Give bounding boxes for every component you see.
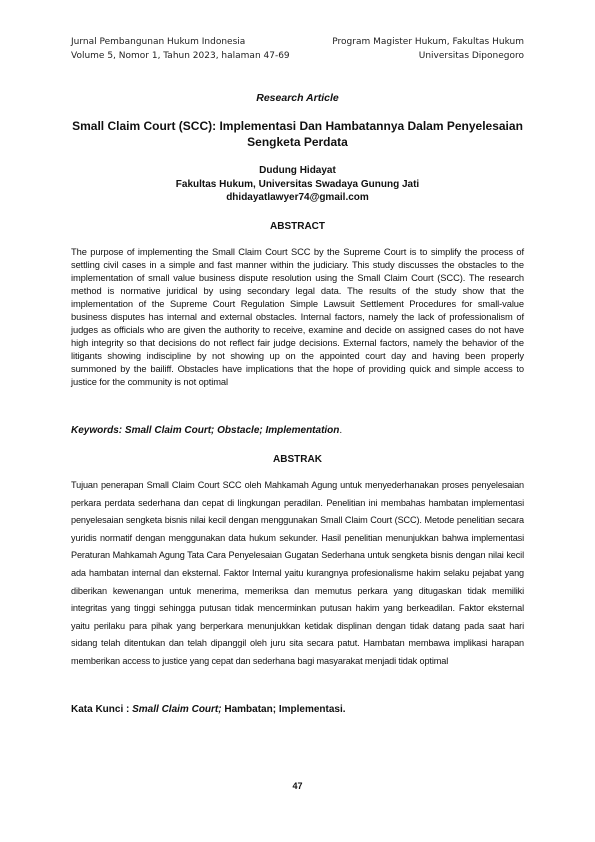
- journal-issue: Volume 5, Nomor 1, Tahun 2023, halaman 47-69: [71, 50, 290, 61]
- author-name: Dudung Hidayat: [259, 165, 336, 176]
- kata-kunci-label: Kata Kunci :: [71, 704, 130, 715]
- page-number: 47: [292, 781, 303, 791]
- keywords-value: Small Claim Court; Obstacle; Implementation: [124, 425, 340, 436]
- kata-kunci-line: [71, 704, 346, 715]
- author-email: dhidayatlawyer74@gmail.com: [226, 192, 369, 203]
- author-affiliation: Fakultas Hukum, Universitas Swadaya Gunung Jati: [175, 178, 420, 190]
- keywords-line: [71, 425, 342, 436]
- running-header-left: [71, 36, 290, 63]
- abstract-text: The purpose of implementing the Small Claim Court SCC by the Supreme Court is to simplify the process of settling civil cases in a simple and fast manner within the judiciary. This study discusses the obstacles to the implementation of small value business dispute resolution using the Small Claim Court (SCC). The research method is normative juridical by using secondary legal data. The results of the study show that the implementation of the Supreme Court Regulation Simple Lawsuit Settlement Procedures for small-value business disputes has internal and external obstacles. Internal factors, namely the lack of professionalism of judges as officials who are given the authority to receive, examine and decide on assigned cases do not have high integrity so that decisions do not reflect fair judge decisions. External factors, namely the behavior of the litigants showing indiscipline by not showing up on the appointed court day and having been properly summoned by the bailiff. Obstacles have implications that the hope of providing quick and simple access to justice for the community is not optimal: [71, 247, 524, 387]
- paper-title: Small Claim Court (SCC): Implementasi Dan Hambatannya Dalam Penyelesaian Sengketa Perdata: [72, 119, 523, 149]
- journal-name: Jurnal Pembangunan Hukum Indonesia: [71, 37, 246, 47]
- keywords-end: .: [339, 425, 343, 436]
- kata-kunci-rest: Hambatan; Implementasi.: [221, 704, 346, 715]
- program-name: Program Magister Hukum, Fakultas Hukum: [332, 37, 524, 47]
- article-type: Research Article: [256, 92, 339, 104]
- abstrak-text: Tujuan penerapan Small Claim Court SCC oleh Mahkamah Agung untuk menyederhanakan proses penyelesaian perkara perdata sederhana dan cepat di lingkungan peradilan. Penelitian ini membahas hambatan implementasi penyelesaian sengketa bisnis nilai kecil dengan menggunakan Small Claim Court (SCC). Metode penelitian secara yuridis normatif dengan menggunakan data hukum sekunder. Hasil penelitian menunjukkan bahwa implementasi Peraturan Mahkamah Agung Tata Cara Penyelesaian Gugatan Sederhana untuk sengketa bisnis dengan nilai kecil ada hambatan internal dan eksternal. Faktor Internal yaitu kurangnya profesionalisme hakim selaku pejabat yang diberikan kewenangan untuk menerima, memeriksa dan memutus perkara yang ditugaskan tidak memiliki integritas yang tinggi sehingga putusan tidak mencerminkan putusan hakim yang berkeadilan. Faktor eksternal yaitu perilaku para pihak yang berperkara menunjukkan ketidak displinan dengan tidak datang pada saat hari sidang telah ditentukan dan telah dipanggil oleh juru sita secara patut. Hambatan membawa implikasi harapan memberikan access to justice yang cepat dan sederhana bagi masyarakat menjadi tidak optimal: [71, 480, 524, 666]
- abstract-heading: ABSTRACT: [270, 221, 325, 232]
- kata-kunci-italic: Small Claim Court;: [132, 704, 222, 715]
- running-header-right: [332, 36, 524, 63]
- keywords-label: Keywords:: [71, 425, 123, 436]
- abstrak-heading: ABSTRAK: [273, 454, 322, 465]
- author-block: [71, 164, 524, 205]
- university-name: Universitas Diponegoro: [418, 50, 524, 61]
